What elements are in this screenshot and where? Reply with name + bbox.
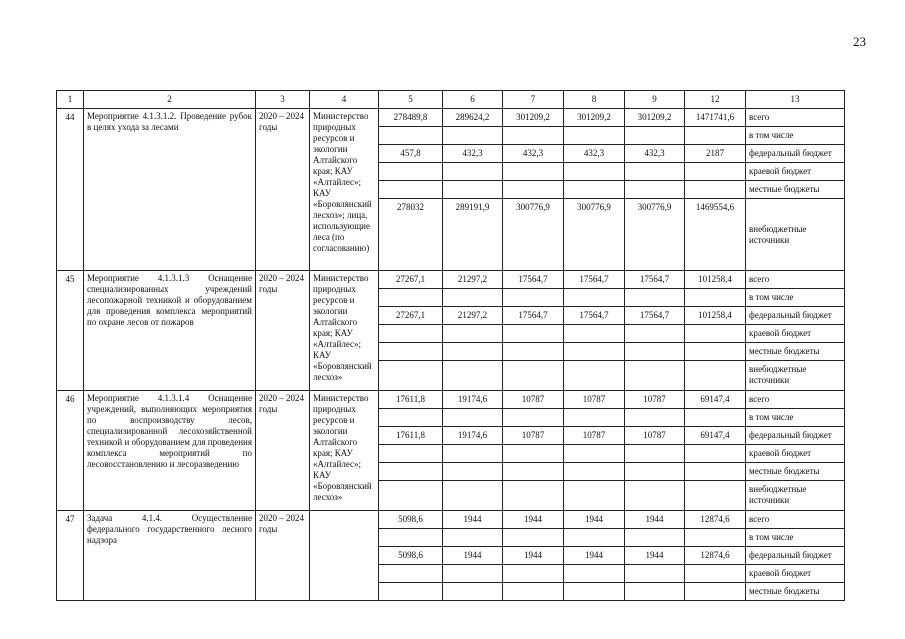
amount-cell bbox=[564, 325, 625, 343]
amount-cell bbox=[685, 445, 746, 463]
amount-cell: 5098,6 bbox=[379, 547, 443, 565]
amount-cell bbox=[625, 463, 685, 481]
funding-source-cell: в том числе bbox=[746, 529, 845, 547]
amount-cell bbox=[379, 325, 443, 343]
funding-source-cell: федеральный бюджет bbox=[746, 307, 845, 325]
funding-source-cell: федеральный бюджет bbox=[746, 427, 845, 445]
executor-cell: Министерство природных ресурсов и экологии Алтайского края; КАУ «Алтайлес»; КАУ «Боровлянский лесхоз»; лица, использующие леса (по согласованию) bbox=[310, 109, 379, 271]
column-header: 6 bbox=[443, 91, 503, 109]
amount-cell bbox=[564, 289, 625, 307]
row-number-cell: 47 bbox=[57, 511, 84, 601]
column-header: 8 bbox=[564, 91, 625, 109]
amount-cell bbox=[625, 409, 685, 427]
amount-cell: 5098,6 bbox=[379, 511, 443, 529]
amount-cell bbox=[685, 343, 746, 361]
amount-cell bbox=[379, 343, 443, 361]
row-number-cell: 45 bbox=[57, 271, 84, 391]
activity-name-cell: Мероприятие 4.1.3.1.2. Проведение рубок в целях ухода за лесами bbox=[84, 109, 256, 271]
amount-cell bbox=[503, 289, 564, 307]
amount-cell: 432,3 bbox=[443, 145, 503, 163]
funding-source-cell: федеральный бюджет bbox=[746, 547, 845, 565]
column-header: 3 bbox=[256, 91, 310, 109]
amount-cell bbox=[443, 565, 503, 583]
amount-cell bbox=[503, 181, 564, 199]
amount-cell: 101258,4 bbox=[685, 271, 746, 289]
amount-cell bbox=[685, 325, 746, 343]
amount-cell: 10787 bbox=[564, 427, 625, 445]
amount-cell bbox=[443, 409, 503, 427]
amount-cell: 10787 bbox=[503, 427, 564, 445]
table-row bbox=[57, 391, 845, 409]
header-row bbox=[57, 91, 845, 109]
funding-source-cell: местные бюджеты bbox=[746, 343, 845, 361]
column-header: 1 bbox=[57, 91, 84, 109]
amount-cell bbox=[564, 481, 625, 511]
funding-source-cell: краевой бюджет bbox=[746, 565, 845, 583]
amount-cell bbox=[685, 409, 746, 427]
funding-source-cell: краевой бюджет bbox=[746, 325, 845, 343]
column-header: 13 bbox=[746, 91, 845, 109]
amount-cell: 101258,4 bbox=[685, 307, 746, 325]
amount-cell bbox=[564, 529, 625, 547]
amount-cell: 457,8 bbox=[379, 145, 443, 163]
amount-cell bbox=[625, 289, 685, 307]
funding-source-cell: краевой бюджет bbox=[746, 163, 845, 181]
amount-cell: 1944 bbox=[625, 511, 685, 529]
funding-source-cell: внебюджетные источники bbox=[746, 481, 845, 511]
amount-cell bbox=[503, 361, 564, 391]
amount-cell bbox=[564, 565, 625, 583]
funding-source-cell: всего bbox=[746, 271, 845, 289]
amount-cell bbox=[503, 583, 564, 601]
amount-cell bbox=[625, 529, 685, 547]
amount-cell bbox=[625, 565, 685, 583]
amount-cell: 19174,6 bbox=[443, 391, 503, 409]
amount-cell bbox=[625, 343, 685, 361]
funding-source-cell: местные бюджеты bbox=[746, 463, 845, 481]
amount-cell bbox=[443, 325, 503, 343]
funding-source-cell: всего bbox=[746, 511, 845, 529]
amount-cell bbox=[685, 529, 746, 547]
amount-cell: 1944 bbox=[503, 511, 564, 529]
amount-cell bbox=[625, 481, 685, 511]
funding-source-cell: всего bbox=[746, 109, 845, 127]
column-header: 5 bbox=[379, 91, 443, 109]
page-number: 23 bbox=[853, 34, 866, 49]
amount-cell bbox=[443, 127, 503, 145]
amount-cell bbox=[564, 445, 625, 463]
amount-cell: 69147,4 bbox=[685, 427, 746, 445]
amount-cell: 432,3 bbox=[625, 145, 685, 163]
amount-cell: 12874,6 bbox=[685, 511, 746, 529]
amount-cell: 1944 bbox=[443, 511, 503, 529]
amount-cell bbox=[443, 181, 503, 199]
amount-cell: 300776,9 bbox=[564, 199, 625, 271]
amount-cell: 10787 bbox=[564, 391, 625, 409]
row-number-cell: 44 bbox=[57, 109, 84, 271]
amount-cell bbox=[625, 127, 685, 145]
column-header: 12 bbox=[685, 91, 746, 109]
amount-cell bbox=[443, 289, 503, 307]
amount-cell bbox=[503, 409, 564, 427]
amount-cell: 278489,8 bbox=[379, 109, 443, 127]
period-cell: 2020 – 2024 годы bbox=[256, 391, 310, 511]
amount-cell bbox=[379, 583, 443, 601]
amount-cell bbox=[443, 583, 503, 601]
amount-cell bbox=[379, 565, 443, 583]
column-header: 9 bbox=[625, 91, 685, 109]
amount-cell: 12874,6 bbox=[685, 547, 746, 565]
funding-source-cell: местные бюджеты bbox=[746, 181, 845, 199]
column-header: 2 bbox=[84, 91, 256, 109]
period-cell: 2020 – 2024 годы bbox=[256, 109, 310, 271]
amount-cell bbox=[379, 289, 443, 307]
amount-cell: 301209,2 bbox=[564, 109, 625, 127]
amount-cell bbox=[685, 463, 746, 481]
column-header: 4 bbox=[310, 91, 379, 109]
amount-cell bbox=[379, 163, 443, 181]
amount-cell bbox=[564, 163, 625, 181]
amount-cell bbox=[379, 409, 443, 427]
amount-cell: 1944 bbox=[564, 511, 625, 529]
amount-cell bbox=[503, 127, 564, 145]
amount-cell bbox=[379, 529, 443, 547]
amount-cell bbox=[443, 481, 503, 511]
amount-cell bbox=[564, 409, 625, 427]
amount-cell: 432,3 bbox=[503, 145, 564, 163]
funding-source-cell: местные бюджеты bbox=[746, 583, 845, 601]
amount-cell: 2187 bbox=[685, 145, 746, 163]
amount-cell: 289191,9 bbox=[443, 199, 503, 271]
amount-cell: 1944 bbox=[564, 547, 625, 565]
amount-cell bbox=[685, 583, 746, 601]
amount-cell bbox=[564, 343, 625, 361]
amount-cell: 10787 bbox=[625, 391, 685, 409]
amount-cell: 21297,2 bbox=[443, 271, 503, 289]
amount-cell bbox=[379, 181, 443, 199]
amount-cell: 432,3 bbox=[564, 145, 625, 163]
funding-source-cell: краевой бюджет bbox=[746, 445, 845, 463]
budget-table bbox=[56, 90, 845, 601]
amount-cell bbox=[685, 289, 746, 307]
amount-cell bbox=[503, 325, 564, 343]
amount-cell bbox=[379, 361, 443, 391]
activity-name-cell: Задача 4.1.4. Осуществление федерального государственного лесного надзора bbox=[84, 511, 256, 601]
amount-cell: 301209,2 bbox=[625, 109, 685, 127]
funding-source-cell: внебюджетные источники bbox=[746, 199, 845, 271]
period-cell: 2020 – 2024 годы bbox=[256, 511, 310, 601]
table-row bbox=[57, 511, 845, 529]
amount-cell bbox=[564, 127, 625, 145]
amount-cell bbox=[564, 583, 625, 601]
amount-cell bbox=[443, 529, 503, 547]
executor-cell bbox=[310, 511, 379, 601]
funding-source-cell: всего bbox=[746, 391, 845, 409]
amount-cell bbox=[503, 343, 564, 361]
row-number-cell: 46 bbox=[57, 391, 84, 511]
amount-cell: 1469554,6 bbox=[685, 199, 746, 271]
amount-cell bbox=[503, 529, 564, 547]
amount-cell bbox=[443, 463, 503, 481]
amount-cell: 300776,9 bbox=[503, 199, 564, 271]
amount-cell bbox=[564, 463, 625, 481]
amount-cell bbox=[685, 181, 746, 199]
amount-cell bbox=[379, 127, 443, 145]
amount-cell: 17564,7 bbox=[503, 271, 564, 289]
amount-cell bbox=[503, 445, 564, 463]
amount-cell bbox=[625, 361, 685, 391]
executor-cell: Министерство природных ресурсов и экологии Алтайского края; КАУ «Алтайлес»; КАУ «Боровлянский лесхоз» bbox=[310, 271, 379, 391]
table-body bbox=[57, 109, 845, 601]
column-header: 7 bbox=[503, 91, 564, 109]
amount-cell bbox=[443, 163, 503, 181]
budget-table-container bbox=[56, 90, 845, 601]
amount-cell: 17564,7 bbox=[564, 271, 625, 289]
amount-cell: 10787 bbox=[503, 391, 564, 409]
amount-cell: 17611,8 bbox=[379, 427, 443, 445]
funding-source-cell: федеральный бюджет bbox=[746, 145, 845, 163]
amount-cell: 278032 bbox=[379, 199, 443, 271]
amount-cell bbox=[379, 481, 443, 511]
amount-cell bbox=[503, 463, 564, 481]
amount-cell bbox=[564, 361, 625, 391]
amount-cell: 300776,9 bbox=[625, 199, 685, 271]
amount-cell: 17564,7 bbox=[625, 271, 685, 289]
amount-cell: 69147,4 bbox=[685, 391, 746, 409]
amount-cell: 10787 bbox=[625, 427, 685, 445]
amount-cell bbox=[379, 463, 443, 481]
amount-cell: 1471741,6 bbox=[685, 109, 746, 127]
activity-name-cell: Мероприятие 4.1.3.1.4 Оснащение учреждений, выполняющих мероприятия по воспроизводству лесов, специализированной лесохозяйственной техникой и оборудованием для проведения комплекса мероприятий по лесовосстановлению и лесоразведению bbox=[84, 391, 256, 511]
table-row bbox=[57, 271, 845, 289]
amount-cell bbox=[564, 181, 625, 199]
amount-cell: 289624,2 bbox=[443, 109, 503, 127]
amount-cell: 1944 bbox=[625, 547, 685, 565]
funding-source-cell: внебюджетные источники bbox=[746, 361, 845, 391]
amount-cell bbox=[443, 445, 503, 463]
amount-cell: 27267,1 bbox=[379, 271, 443, 289]
amount-cell bbox=[503, 565, 564, 583]
amount-cell bbox=[685, 127, 746, 145]
amount-cell bbox=[685, 361, 746, 391]
amount-cell: 17564,7 bbox=[503, 307, 564, 325]
amount-cell bbox=[443, 343, 503, 361]
amount-cell bbox=[379, 445, 443, 463]
funding-source-cell: в том числе bbox=[746, 127, 845, 145]
amount-cell bbox=[443, 361, 503, 391]
amount-cell bbox=[685, 481, 746, 511]
amount-cell bbox=[685, 565, 746, 583]
amount-cell: 17564,7 bbox=[625, 307, 685, 325]
amount-cell bbox=[625, 583, 685, 601]
period-cell: 2020 – 2024 годы bbox=[256, 271, 310, 391]
funding-source-cell: в том числе bbox=[746, 409, 845, 427]
amount-cell: 301209,2 bbox=[503, 109, 564, 127]
amount-cell: 1944 bbox=[503, 547, 564, 565]
activity-name-cell: Мероприятие 4.1.3.1.3 Оснащение специализированных учреждений лесопожарной техникой и оборудованием для проведения комплекса мероприятий по охране лесов от пожаров bbox=[84, 271, 256, 391]
table-row bbox=[57, 109, 845, 127]
amount-cell bbox=[625, 181, 685, 199]
executor-cell: Министерство природных ресурсов и экологии Алтайского края; КАУ «Алтайлес»; КАУ «Боровлянский лесхоз» bbox=[310, 391, 379, 511]
amount-cell bbox=[503, 481, 564, 511]
amount-cell bbox=[625, 445, 685, 463]
amount-cell: 21297,2 bbox=[443, 307, 503, 325]
amount-cell bbox=[685, 163, 746, 181]
funding-source-cell: в том числе bbox=[746, 289, 845, 307]
amount-cell: 17611,8 bbox=[379, 391, 443, 409]
amount-cell: 27267,1 bbox=[379, 307, 443, 325]
amount-cell: 17564,7 bbox=[564, 307, 625, 325]
amount-cell: 19174,6 bbox=[443, 427, 503, 445]
amount-cell: 1944 bbox=[443, 547, 503, 565]
amount-cell bbox=[625, 325, 685, 343]
amount-cell bbox=[503, 163, 564, 181]
amount-cell bbox=[625, 163, 685, 181]
